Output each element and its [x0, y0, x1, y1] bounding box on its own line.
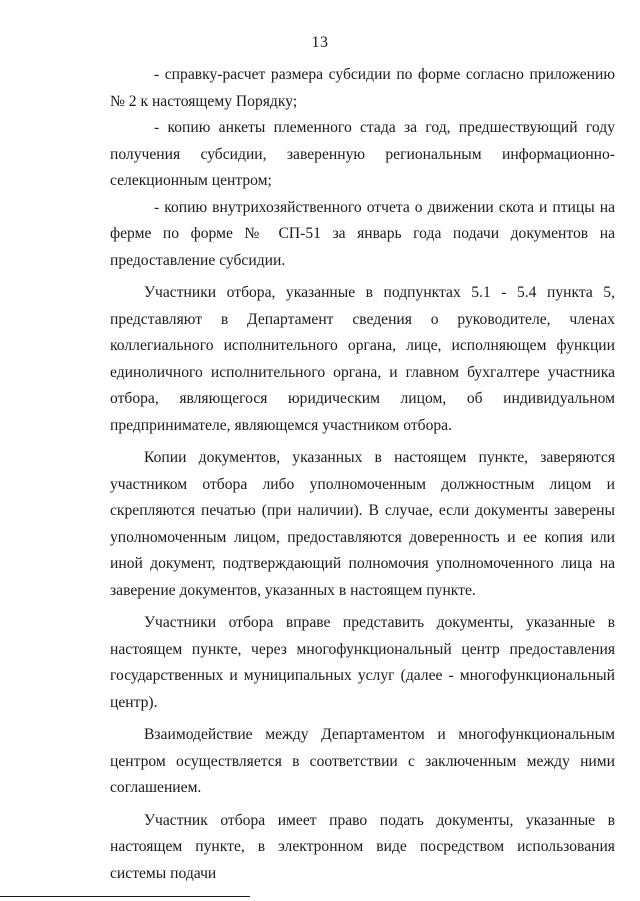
- list-item-herd-questionnaire: - копию анкеты племенного стада за год, предшествующий году получения субсидии, заверенную региональным информационно-селекционным центром;: [110, 119, 615, 189]
- paragraph-participant-information: Участники отбора, указанные в подпунктах 5.1 - 5.4 пункта 5, представляют в Департамент сведения о руководителе, членах коллегиального исполнительного органа, лице, исполняющем функции единоличного исполнительного органа, и главном бухгалтере участника отбора, являющегося юридическим лицом, об индивидуальном предпринимателе, являющемся участником отбора.: [110, 284, 615, 434]
- paragraph-interaction-agreement: Взаимодействие между Департаментом и многофункциональным центром осуществляется в соответствии с заключенным между ними соглашением.: [110, 726, 615, 796]
- list-item-subsidy-calculation: - справку-расчет размера субсидии по форме согласно приложению № 2 к настоящему Порядку;: [110, 66, 615, 110]
- document-body: [110, 62, 615, 887]
- paragraph-multifunctional-center: Участники отбора вправе представить документы, указанные в настоящем пункте, через многофункциональный центр предоставления государственных и муниципальных услуг (далее - многофункциональный центр).: [110, 614, 615, 711]
- footer-rule: [0, 896, 250, 897]
- paragraph-document-certification: Копии документов, указанных в настоящем пункте, заверяются участником отбора либо уполномоченным должностным лицом и скрепляются печатью (при наличии). В случае, если документы заверены уполномоченным лицом, предоставляются доверенность и ее копия или иной документ, подтверждающий полномочия уполномоченного лица на заверение документов, указанных в настоящем пункте.: [110, 449, 615, 599]
- paragraph-electronic-submission: Участник отбора имеет право подать документы, указанные в настоящем пункте, в электронном виде посредством использования системы подачи: [110, 811, 615, 882]
- page-number: 13: [311, 34, 329, 51]
- list-item-livestock-report: - копию внутрихозяйственного отчета о движении скота и птицы на ферме по форме № СП-51 за январь года подачи документов на предоставление субсидии.: [110, 198, 615, 269]
